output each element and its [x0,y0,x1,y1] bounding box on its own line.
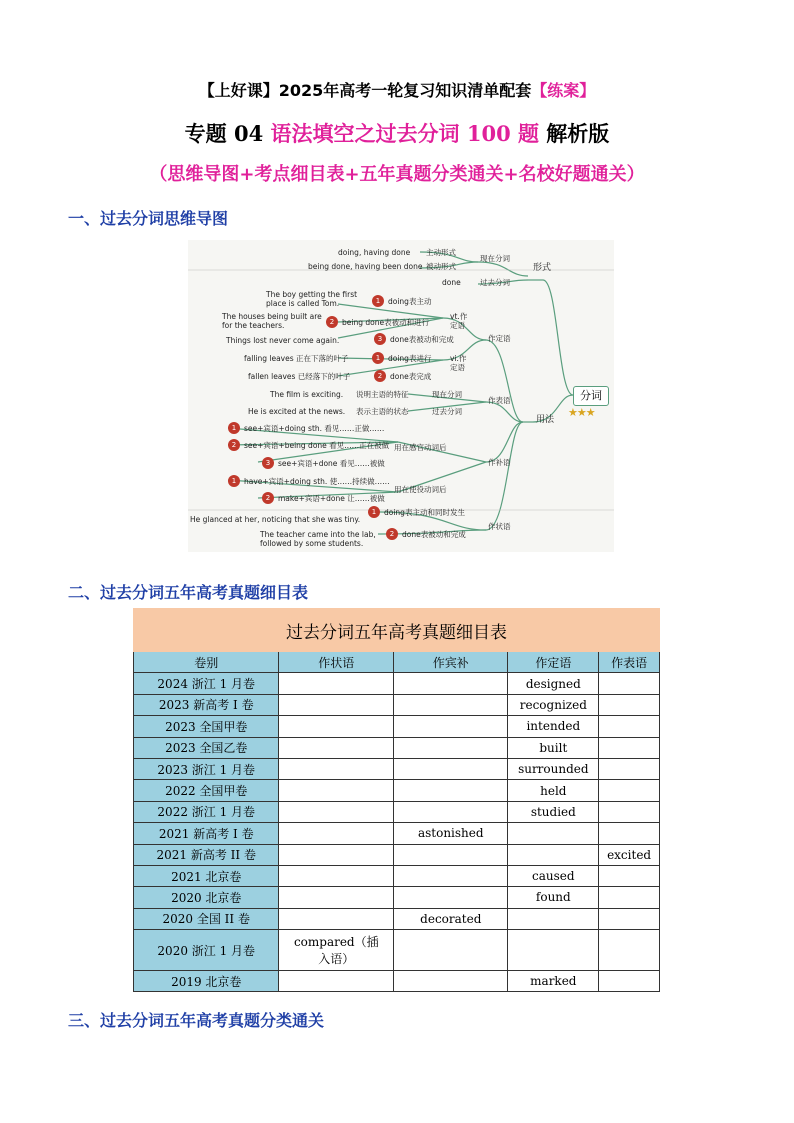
exam-name-cell: 2023 新高考 I 卷 [134,694,279,715]
doc-header-line1 [0,78,794,101]
table-cell [279,887,394,908]
table-cell [599,758,660,779]
exam-name-cell: 2022 全国甲卷 [134,780,279,801]
table-row [134,716,660,737]
badge-1: 1 [372,295,384,307]
table-row [134,908,660,929]
branch-present-participle: 现在分词 [480,254,510,263]
badge-4: 1 [372,352,384,364]
table-cell [279,823,394,844]
example-4-note: doing表进行 [388,354,432,363]
table-row [134,930,660,971]
table-cell [279,844,394,865]
badge-2: 2 [326,316,338,328]
example-11: have+宾语+doing sth. 使……持续做…… [244,477,390,486]
example-8: see+宾语+doing sth. 看见……正做…… [244,424,385,433]
example-10: see+宾语+done 看见……被做 [278,459,385,468]
table-cell: astonished [394,823,508,844]
header-tag: 【练案】 [531,81,596,100]
table-cell [394,673,508,694]
example-7-note: 表示主语的状态 [356,407,409,416]
form-passive-text: being done, having been done [308,262,423,271]
col-header: 作状语 [279,652,394,673]
table-caption: 过去分词五年高考真题细目表 [134,609,660,652]
example-13-note: doing表主动和同时发生 [384,508,465,517]
table-caption-row [134,609,660,652]
table-cell [599,823,660,844]
table-row [134,865,660,886]
badge-6: 1 [228,422,240,434]
badge-7: 2 [228,439,240,451]
table-cell [599,801,660,822]
table-cell [599,971,660,992]
table-cell [394,930,508,971]
table-cell [394,971,508,992]
example-2-note: being done表被动和进行 [342,318,430,327]
table-cell [394,801,508,822]
badge-9: 1 [228,475,240,487]
table-cell [508,844,599,865]
vi-attr-label: vi.作定语 [450,354,467,372]
table-cell [394,844,508,865]
table-cell [508,930,599,971]
exam-name-cell: 2024 浙江 1 月卷 [134,673,279,694]
table-cell [279,971,394,992]
branch-attributive: 作定语 [488,334,511,343]
exam-name-cell: 2023 全国甲卷 [134,716,279,737]
table-cell [599,865,660,886]
section-heading-2: 二、过去分词五年高考真题细目表 [68,583,309,602]
table-row [134,780,660,801]
table-row [134,801,660,822]
table-cell: held [508,780,599,801]
table-cell [279,758,394,779]
table-cell [599,673,660,694]
example-1-note: doing表主动 [388,297,432,306]
table-cell: designed [508,673,599,694]
branch-adverbial: 作状语 [488,522,511,531]
table-cell [394,737,508,758]
table-cell [394,694,508,715]
table-cell [599,930,660,971]
table-cell [508,823,599,844]
table-cell [394,716,508,737]
branch-usage: 用法 [536,415,555,425]
table-cell: surrounded [508,758,599,779]
badge-10: 2 [262,492,274,504]
table-row [134,887,660,908]
table-cell: built [508,737,599,758]
col-header: 作定语 [508,652,599,673]
example-6: The film is exciting. [270,390,344,399]
exam-name-cell: 2020 浙江 1 月卷 [134,930,279,971]
example-4: falling leaves 正在下落的叶子 [244,354,349,363]
table-cell [508,908,599,929]
table-row [134,737,660,758]
table-cell [599,887,660,908]
exam-name-cell: 2021 新高考 I 卷 [134,823,279,844]
example-7-tag: 过去分词 [432,407,462,416]
form-active-text: doing, having done [338,248,411,257]
form-done-text: done [442,278,461,287]
header-title: 【上好课】2025年高考一轮复习知识清单配套 [198,81,532,100]
branch-complement: 作补语 [488,458,511,467]
example-14-note: done表被动和完成 [402,530,466,539]
table-cell [599,780,660,801]
table-cell [599,716,660,737]
example-9: see+宾语+being done 看见……正在被做 [244,441,390,450]
mind-map [188,240,614,552]
doc-header-line2 [0,118,794,148]
example-5: fallen leaves 已经落下的叶子 [248,372,351,381]
table-cell [394,758,508,779]
example-7: He is excited at the news. [248,407,346,416]
vt-attr-label: vt.作定语 [450,312,468,330]
example-3-note: done表被动和完成 [390,335,454,344]
section-heading-3: 三、过去分词五年高考真题分类通关 [68,1011,325,1030]
branch-form: 形式 [533,263,552,273]
table-cell: found [508,887,599,908]
table-body [134,673,660,992]
section-heading-1: 一、过去分词思维导图 [68,209,229,228]
form-active-label: 主动形式 [426,248,456,257]
table-row [134,971,660,992]
table-row [134,673,660,694]
topic-number: 专题 04 [184,121,271,146]
star-rating-icon: ★★★ [568,406,595,419]
exam-name-cell: 2023 浙江 1 月卷 [134,758,279,779]
doc-subtitle: （思维导图+考点细目表+五年真题分类通关+名校好题通关） [149,164,645,185]
example-13: He glanced at her, noticing that she was tiny. [190,515,361,524]
mind-map-root: 分词 [573,386,609,406]
exam-name-cell: 2020 北京卷 [134,887,279,908]
table-cell [279,716,394,737]
table-cell: excited [599,844,660,865]
table-cell [394,887,508,908]
exam-name-cell: 2022 浙江 1 月卷 [134,801,279,822]
table-row [134,823,660,844]
table-cell [279,801,394,822]
table-cell: caused [508,865,599,886]
example-3: Things lost never come again. [226,336,340,345]
exam-name-cell: 2019 北京卷 [134,971,279,992]
col-header: 作宾补 [394,652,508,673]
table-cell: recognized [508,694,599,715]
form-passive-label: 被动形式 [426,262,456,271]
table-cell: decorated [394,908,508,929]
exam-name-cell: 2023 全国乙卷 [134,737,279,758]
table-row [134,694,660,715]
exam-name-cell: 2020 全国 II 卷 [134,908,279,929]
table-cell [599,694,660,715]
example-2: The houses being built are for the teachers. [222,312,322,330]
badge-3: 3 [374,333,386,345]
badge-8: 3 [262,457,274,469]
example-9-tag: 用在感官动词后 [394,443,447,452]
example-12: make+宾语+done 让……被做 [278,494,385,503]
topic-suffix: 解析版 [539,121,610,146]
col-header: 作表语 [599,652,660,673]
topic-title: 语法填空之过去分词 100 题 [270,121,539,146]
table-cell: compared（插入语） [279,930,394,971]
table-header-row [134,652,660,673]
table-row [134,844,660,865]
table-cell [279,780,394,801]
col-header: 卷别 [134,652,279,673]
table-cell: intended [508,716,599,737]
badge-12: 2 [386,528,398,540]
example-6-tag: 现在分词 [432,390,462,399]
branch-past-participle: 过去分词 [480,278,510,287]
exam-table [133,608,660,992]
badge-5: 2 [374,370,386,382]
example-6-note: 说明主语的特征 [356,390,409,399]
table-cell: marked [508,971,599,992]
table-cell [279,908,394,929]
badge-11: 1 [368,506,380,518]
table-cell [394,780,508,801]
table-cell [279,737,394,758]
table-cell: studied [508,801,599,822]
example-5-note: done表完成 [390,372,432,381]
table-row [134,758,660,779]
example-11-tag: 用在使役动词后 [394,485,447,494]
branch-predicative: 作表语 [488,396,511,405]
exam-name-cell: 2021 北京卷 [134,865,279,886]
table-cell [394,865,508,886]
table-cell [599,737,660,758]
example-1: The boy getting the first place is called Tom. [266,290,358,308]
exam-name-cell: 2021 新高考 II 卷 [134,844,279,865]
table-cell [279,865,394,886]
table-cell [279,673,394,694]
table-cell [279,694,394,715]
table-cell [599,908,660,929]
example-14: The teacher came into the lab, followed by some students. [260,530,376,548]
